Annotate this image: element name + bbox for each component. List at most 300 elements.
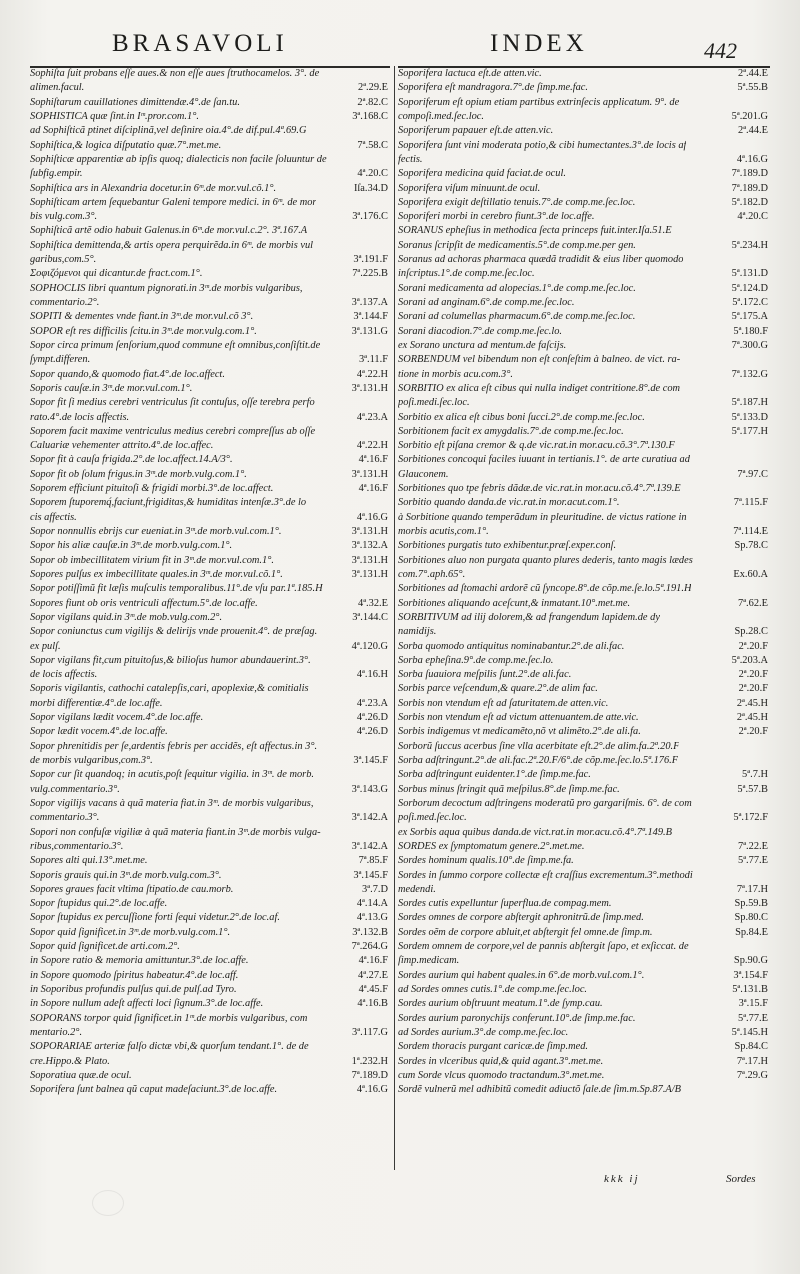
index-line: [398, 153, 768, 167]
index-line: [398, 854, 768, 868]
index-entry-reference: 5ª.131.D: [731, 268, 768, 280]
index-entry-text: Sopores pulſus ex imbecillitate quales.in 3ᵐ.de mor.vul.cõ.1°.: [30, 568, 283, 580]
index-entry-reference: 7ª.29.G: [736, 1069, 768, 1081]
index-entry-text: Sorani ad columellas pharmacum.6°.de comp.me.ſec.loc.: [398, 311, 636, 323]
index-line: [30, 797, 388, 811]
index-line: [30, 654, 388, 668]
index-entry-reference: 4ª.16.H: [356, 669, 388, 681]
index-entry-reference: 3ª.145.F: [353, 755, 388, 766]
index-entry-reference: 5ª.182.D: [731, 196, 768, 208]
index-entry-reference: 7ª.264.G: [351, 941, 388, 953]
index-entry-text: Sophiſticæ apparentiæ ab ipſis quoq; dialecticis non facile ſoluuntur de: [30, 153, 327, 165]
index-entry-text: in Sopore ratio & memoria amittuntur.3°.de loc.affe.: [30, 955, 249, 967]
index-entry-text: Sorbitio eſt piſana cremor & q.de vic.rat.in mor.acu.cõ.3°.7ª.130.F: [398, 440, 675, 452]
index-entry-text: Sorborum decoctum adſtringens moderatũ pro gargariſmis. 6°. de com: [398, 797, 692, 809]
index-line: [398, 1083, 768, 1097]
index-line: [398, 597, 768, 611]
index-line: [398, 411, 768, 425]
index-entry-reference: 7ª.58.C: [357, 139, 388, 151]
index-line: [398, 496, 768, 510]
index-entry-reference: 3ª.145.F: [353, 869, 388, 881]
index-entry-reference: Ex.60.A: [733, 568, 768, 580]
index-line: [30, 425, 388, 439]
index-entry-reference: 3ª.142.A: [351, 840, 388, 852]
index-entry-reference: 3ª.144.C: [352, 611, 388, 623]
index-entry-text: Soporifera medicina quid faciat.de ocul.: [398, 168, 566, 180]
index-entry-reference: 7ª.189.D: [351, 1069, 388, 1081]
index-entry-reference: 4ª.16.F: [358, 454, 388, 466]
index-line: [398, 740, 768, 754]
index-entry-text: Sopor quando,& quomodo fiat.4°.de loc.affect.: [30, 368, 225, 380]
index-line: [398, 768, 768, 782]
index-entry-text: Sordes omnes de corpore abſtergit aphronitrũ.de ſimp.med.: [398, 912, 644, 924]
running-head-left: BRASAVOLI: [112, 30, 288, 57]
index-line: [398, 625, 768, 639]
index-line: [30, 697, 388, 711]
index-entry-text: Sordes cutis expelluntur ſuperflua.de compag.mem.: [398, 898, 612, 910]
index-line: [30, 182, 388, 196]
index-entry-text: Soporem facit maxime ventriculus medius cerebri compreſſus ab oſſe: [30, 425, 316, 437]
index-line: [398, 468, 768, 482]
index-line: [30, 940, 388, 954]
index-entry-text: Sorani medicamenta ad alopecias.1°.de comp.me.ſec.loc.: [398, 282, 636, 294]
index-entry-reference: 5ª.124.D: [731, 282, 768, 294]
index-entry-text: inſcriptus.1°.de comp.me.ſec.loc.: [398, 268, 535, 280]
index-entry-text: Sordẽ vulnerũ mel adhibitũ comedit adiuctõ ſale.de ſim.m.Sp.87.A/B: [398, 1084, 681, 1096]
index-entry-reference: 3ª.131.H: [351, 382, 388, 394]
index-entry-text: in Soporibus profundis pulſus qui.de pulſ.ad Tyro.: [30, 984, 237, 995]
index-entry-reference: 7ª.115.F: [733, 497, 768, 509]
index-entry-text: Sopor coniunctus cum vigilijs & delirijs vnde prouenit.4°. de præſag.: [30, 626, 318, 638]
index-line: [30, 883, 388, 897]
index-entry-reference: 2ª.29.E: [358, 82, 388, 94]
index-line: [30, 396, 388, 410]
index-entry-text: Sorba adſtringunt.2°.de ali.fac.2ª.20.F/6°.de cõp.me.ſec.lo.5ª.176.F: [398, 755, 679, 766]
index-entry-reference: 3ª.132.A: [351, 540, 388, 552]
index-entry-text: morbi differentiæ.4°.de loc.affe.: [30, 697, 163, 709]
index-entry-text: Soporifera ſunt vini moderata potio,& cibi humectantes.3°.de locis af: [398, 139, 687, 151]
index-entry-reference: 2ª.20.F: [738, 683, 768, 695]
index-entry-text: Sorba ſuauiora meſpilis ſunt.2°.de ali.fac.: [398, 669, 572, 681]
index-entry-text: alimen.facul.: [30, 82, 85, 94]
index-entry-text: à Sorbitione quando temperãdum in pleuritudine. de victus ratione in: [398, 511, 687, 523]
index-entry-text: Sorbitio ex alica eſt cibus boni ſucci.2°.de comp.me.ſec.loc.: [398, 411, 645, 423]
index-entry-text: Sordes in ſummo corpore collectæ eſt craſſius excrementum.3°.methodi: [398, 869, 693, 881]
index-line: [30, 224, 388, 238]
index-line: [30, 768, 388, 782]
index-line: [398, 554, 768, 568]
index-entry-text: Sopor quid ſignificet.in 3ᵐ.de morb.vulg.com.1°.: [30, 926, 231, 938]
index-line: [30, 81, 388, 95]
index-line: [398, 439, 768, 453]
index-entry-text: Sorba quomodo antiquitus nominabantur.2°.de ali.fac.: [398, 640, 625, 652]
index-entry-text: Soporatiua quæ.de ocul.: [30, 1069, 132, 1081]
index-entry-text: SORDES ex ſymptomatum genere.2°.met.me.: [398, 840, 585, 852]
index-line: [30, 67, 388, 81]
index-entry-reference: 7ª.17.H: [736, 883, 768, 895]
index-entry-reference: 3ª.11.F: [358, 354, 388, 366]
index-entry-reference: Sp.28.C: [734, 626, 768, 638]
index-line: [30, 167, 388, 181]
index-entry-text: Σοφιζόμενοι qui dicantur.de fract.com.1°.: [30, 268, 203, 280]
index-line: [30, 969, 388, 983]
index-line: [30, 740, 388, 754]
index-line: [30, 554, 388, 568]
index-line: [398, 1055, 768, 1069]
index-line: [30, 368, 388, 382]
index-entry-reference: 3ª.131.H: [351, 468, 388, 480]
index-line: [398, 826, 768, 840]
index-entry-text: Sopor ſtupidus ex percuſſione forti ſequi videtur.2°.de loc.af.: [30, 912, 280, 924]
index-entry-reference: Sp.84.E: [735, 926, 768, 938]
index-entry-text: Sopori non confuſæ vigiliæ à quã materia fiant.in 3ᵐ.de morbis vulga-: [30, 826, 321, 838]
index-entry-text: ad Sordes aurium.3°.de comp.me.ſec.loc.: [398, 1026, 569, 1038]
index-line: [398, 1069, 768, 1083]
index-entry-text: Soporifera viſum minuunt.de ocul.: [398, 182, 541, 194]
index-entry-reference: 5ª.77.E: [738, 855, 768, 867]
index-line: [30, 582, 388, 596]
index-entry-text: Sopor his aliæ cauſæ.in 3ᵐ.de morb.vulg.com.1°.: [30, 540, 233, 552]
index-line: [30, 296, 388, 310]
index-entry-text: SOPITI & dementes vnde fiant.in 3ᵐ.de mor.vul.cõ 3°.: [30, 311, 254, 323]
index-entry-reference: 5ª.145.H: [731, 1026, 768, 1038]
index-entry-reference: 3ª.131.H: [351, 568, 388, 580]
index-line: [30, 325, 388, 339]
index-entry-text: Sophiſtica ars in Alexandria docetur.in 6ᵐ.de mor.vul.cõ.1°.: [30, 182, 277, 194]
index-line: [30, 124, 388, 138]
index-entry-text: mentario.2°.: [30, 1026, 83, 1038]
index-entry-text: medendi.: [398, 883, 436, 895]
index-line: [398, 511, 768, 525]
index-entry-reference: 5ª.201.G: [731, 110, 768, 122]
index-entry-text: Sopor fit ſi medius cerebri ventriculus ſit contuſus, oſſe terebra perfo: [30, 397, 315, 409]
index-entry-text: in Sopore nullum adeſt affecti loci ſignum.3°.de loc.affe.: [30, 998, 264, 1010]
index-line: [398, 668, 768, 682]
index-entry-text: Sopor ſtupidus qui.2°.de loc.affe.: [30, 898, 168, 910]
index-line: [398, 339, 768, 353]
index-entry-reference: 4ª.16.B: [357, 998, 388, 1010]
index-line: [398, 224, 768, 238]
index-entry-text: Sordes hominum qualis.10°.de ſimp.me.fa.: [398, 855, 574, 867]
index-entry-text: Soporis grauis qui.in 3ᵐ.de morb.vulg.com.3°.: [30, 869, 222, 881]
index-line: [398, 525, 768, 539]
index-entry-text: Sophiſticã artẽ odio habuit Galenus.in 6ᵐ.de mor.vul.c.2°. 3ª.167.A: [30, 225, 308, 237]
index-entry-reference: 2ª.45.H: [736, 697, 768, 709]
index-entry-text: poſi.med.ſec.loc.: [398, 812, 467, 824]
index-entry-text: Sopor vigilans quid.in 3ᵐ.de mob.vulg.com.2°.: [30, 611, 223, 623]
index-line: [398, 582, 768, 596]
index-line: [398, 840, 768, 854]
index-entry-reference: 2ª.82.C: [357, 96, 388, 108]
index-entry-text: ex Sorano unctura ad mentum.de faſcijs.: [398, 339, 567, 351]
index-entry-reference: 4ª.13.G: [356, 912, 388, 924]
index-entry-text: Soporis vigilantis, cathochi catalepſis,cari, apoplexiæ,& comitialis: [30, 683, 309, 695]
index-entry-text: de locis affectis.: [30, 669, 98, 681]
index-line: [398, 210, 768, 224]
index-line: [398, 797, 768, 811]
index-entry-text: Sopor ob imbecillitatem virium fit in 3ᵐ.de mor.vul.com.1°.: [30, 554, 274, 566]
index-entry-text: Sopor potiſſimũ fit læſis muſculis temporalibus.11°.de vſu par.1ª.185.H: [30, 583, 323, 595]
index-entry-reference: 3ª.176.C: [352, 211, 388, 223]
index-entry-text: SORBITIVUM ad ilij dolorem,& ad frangendum lapidem.de dy: [398, 611, 660, 623]
index-entry-text: morbis acutis,com.1°.: [398, 526, 489, 537]
index-line: [398, 239, 768, 253]
index-entry-text: Soporifera exigit deſtillatio tenuis.7°.de comp.me.ſec.loc.: [398, 196, 636, 208]
index-entry-reference: 5ª.203.A: [731, 654, 768, 666]
index-entry-text: Sorbitiones quo tpe febris dãdæ.de vic.rat.in mor.acu.cõ.4°.7ª.139.E: [398, 483, 681, 495]
index-line: [398, 1040, 768, 1054]
index-entry-text: Sopor lædit vocem.4°.de loc.affe.: [30, 726, 168, 738]
index-line: [30, 1069, 388, 1083]
index-entry-reference: 7ª.97.C: [737, 468, 768, 480]
index-line: [398, 1012, 768, 1026]
index-line: [398, 81, 768, 95]
index-line: [30, 1083, 388, 1097]
index-line: [30, 811, 388, 825]
index-line: [398, 969, 768, 983]
index-entry-text: Soranus ad achoras pharmaca quædã tradidit & eius liber quomodo: [398, 254, 684, 266]
index-line: [398, 296, 768, 310]
index-line: [398, 897, 768, 911]
index-entry-text: ad Sophiſticã ptinet diſciplinã,vel deſinire oia.4°.de dif.pul.4ª.69.G: [30, 125, 307, 137]
signature-mark: kkk ij: [604, 1173, 640, 1185]
index-line: [398, 310, 768, 324]
index-line: [398, 267, 768, 281]
index-line: [30, 754, 388, 768]
index-entry-reference: 4ª.16.G: [736, 153, 768, 165]
index-line: [30, 210, 388, 224]
index-entry-reference: 5ª.187.H: [731, 397, 768, 409]
index-entry-text: Sorani ad anginam.6°.de comp.me.ſec.loc.: [398, 297, 575, 308]
index-entry-text: Sorbitiones ad ſtomachi ardorẽ cũ ſyncope.8°.de cõp.me.ſe.lo.5ª.191.H: [398, 583, 692, 595]
index-entry-reference: 7ª.189.D: [731, 168, 768, 180]
index-entry-reference: 4ª.22.H: [356, 368, 388, 380]
index-entry-text: Sorbitiones concoqui faciles iuuant in tertianis.1°. de arte curatiua ad: [398, 454, 690, 466]
index-entry-reference: 2ª.45.H: [736, 712, 768, 724]
index-entry-reference: 7ª.22.E: [738, 840, 768, 852]
index-line: [30, 1026, 388, 1040]
index-entry-text: Sopor vigilijs vacans à quã materia fiat.in 3ᵐ. de morbis vulgaribus,: [30, 797, 314, 809]
index-entry-reference: 4ª.22.H: [356, 440, 388, 452]
index-entry-reference: 2ª.20.F: [738, 640, 768, 652]
index-line: [30, 897, 388, 911]
index-entry-text: Sordes in vlceribus quid,& quid agant.3°.met.me.: [398, 1055, 604, 1067]
index-entry-text: Sopor vigilans lædit vocem.4°.de loc.affe.: [30, 712, 204, 724]
index-entry-reference: 4ª.26.D: [356, 726, 388, 738]
index-entry-reference: 7ª.225.B: [352, 268, 388, 280]
index-line: [30, 411, 388, 425]
index-entry-reference: Iſa.34.D: [353, 182, 388, 194]
index-line: [398, 282, 768, 296]
index-entry-reference: 3ª.132.B: [352, 926, 388, 938]
index-entry-text: Sorbis non vtendum eſt ad victum attenuantem.de atte.vic.: [398, 712, 639, 724]
index-entry-reference: 2ª.44.E: [738, 125, 768, 137]
index-entry-text: Soporis cauſæ.in 3ᵐ.de mor.vul.com.1°.: [30, 382, 193, 394]
running-head-right: INDEX: [490, 30, 588, 57]
index-line: [398, 124, 768, 138]
index-entry-reference: 3ª.144.F: [353, 311, 388, 323]
index-entry-reference: 4ª.16.G: [356, 511, 388, 523]
index-line: [398, 1026, 768, 1040]
index-line: [30, 682, 388, 696]
index-line: [30, 1055, 388, 1069]
index-entry-reference: 2ª.20.F: [738, 669, 768, 681]
index-entry-text: ex Sorbis aqua quibus danda.de vict.rat.in mor.acu.cõ.4°.7ª.149.B: [398, 826, 672, 838]
index-line: [398, 139, 768, 153]
index-entry-reference: 4ª.120.G: [351, 640, 388, 652]
index-entry-reference: Sp.78.C: [734, 540, 768, 552]
index-line: [398, 67, 768, 81]
index-line: [30, 1012, 388, 1026]
index-line: [30, 239, 388, 253]
index-line: [398, 940, 768, 954]
index-entry-text: cum Sorde vlcus quomodo tractandum.3°.met.me.: [398, 1069, 605, 1081]
index-entry-text: fectis.: [398, 153, 423, 165]
index-line: [30, 783, 388, 797]
index-line: [30, 339, 388, 353]
index-entry-text: Glauconem.: [398, 468, 449, 480]
index-line: [30, 267, 388, 281]
index-line: [30, 983, 388, 997]
index-line: [398, 353, 768, 367]
index-entry-reference: Sp.59.B: [734, 898, 768, 910]
column-divider: [394, 66, 395, 1170]
index-line: [30, 826, 388, 840]
index-line: [30, 139, 388, 153]
index-line: [30, 997, 388, 1011]
index-entry-reference: 7ª.300.G: [731, 339, 768, 351]
index-entry-text: Sordem omnem de corpore,vel de pannis abſtergit ſapo, et exſiccat. de: [398, 941, 689, 953]
index-entry-reference: 5ª.172.F: [733, 812, 768, 824]
index-entry-text: SOPORANS torpor quid ſignificet.in 1ᵐ.de morbis vulgaribus, com: [30, 1012, 308, 1024]
index-line: [398, 568, 768, 582]
index-entry-reference: 4ª.23.A: [356, 411, 388, 423]
index-entry-text: Soporiferum eſt opium etiam partibus extrinſecis applicatum. 9°. de: [398, 96, 680, 108]
index-entry-reference: 2ª.20.F: [738, 726, 768, 738]
index-entry-reference: 2ª.44.E: [738, 68, 768, 79]
index-entry-text: ſympt.differen.: [30, 354, 91, 366]
index-entry-text: Sorbitiones aliquando aceſcunt,& inmatant.10°.met.me.: [398, 597, 631, 609]
index-entry-text: Sophiſticam artem ſequebantur Galeni tempore medici. in 6ᵐ. de mor: [30, 196, 317, 208]
index-entry-text: commentario.2°.: [30, 297, 100, 308]
index-entry-text: Sordes aurium paronychijs conferunt.10°.de ſimp.me.fac.: [398, 1012, 636, 1024]
index-line: [30, 96, 388, 110]
index-entry-text: Sopor cur ſit quandoq; in acutis,poſt ſequitur vigilia. in 3ᵐ. de morb.: [30, 769, 315, 781]
index-line: [30, 926, 388, 940]
index-line: [30, 711, 388, 725]
index-entry-reference: 3ª.117.G: [352, 1026, 388, 1038]
index-entry-text: Soporifera lactuca eſt.de atten.vic.: [398, 68, 542, 79]
index-line: [30, 511, 388, 525]
index-line: [398, 425, 768, 439]
index-entry-text: com.7°.aph.65°.: [398, 568, 466, 580]
index-line: [30, 640, 388, 654]
index-entry-text: Sordes oẽm de corpore abluit,et abſtergit fel omne.de ſimp.m.: [398, 926, 653, 938]
index-entry-text: Sorborũ ſuccus acerbus ſine vlla acerbitate eſt.2°.de alim.fa.2ª.20.F: [398, 740, 680, 752]
index-line: [30, 253, 388, 267]
index-line: [398, 783, 768, 797]
index-entry-reference: 3ª.7.D: [362, 883, 388, 895]
index-entry-reference: 7ª.17.H: [736, 1055, 768, 1067]
index-line: [30, 282, 388, 296]
index-line: [30, 468, 388, 482]
index-entry-text: Sopor vigilans fit,cum pituitoſus,& bilioſus humor abundauerint.3°.: [30, 654, 311, 666]
index-entry-reference: 7ª.62.E: [738, 597, 768, 609]
index-line: [30, 954, 388, 968]
index-line: [30, 525, 388, 539]
index-entry-text: Sorbus minus ſtringit quã meſpilus.8°.de ſimp.me.fac.: [398, 783, 620, 795]
index-entry-text: vulg.commentario.3°.: [30, 783, 120, 795]
index-line: [398, 926, 768, 940]
index-entry-reference: 3ª.168.C: [352, 110, 388, 122]
index-entry-reference: 7ª.132.G: [731, 368, 768, 380]
index-line: [30, 1040, 388, 1054]
index-entry-reference: 5ª.234.H: [731, 239, 768, 251]
index-entry-text: Soporem efficiunt pituitoſi & frigidi morbi.3°.de loc.affect.: [30, 483, 274, 495]
index-entry-text: Sopores graues facit vltima ſtipatio.de cau.morb.: [30, 883, 234, 895]
index-entry-text: garibus,com.5°.: [30, 254, 97, 266]
index-entry-text: Sorba epheſina.9°.de comp.me.ſec.lo.: [398, 654, 554, 666]
index-line: [30, 196, 388, 210]
index-entry-reference: Sp.80.C: [734, 912, 768, 924]
index-entry-text: cre.Hippo.& Plato.: [30, 1055, 110, 1067]
index-line: [30, 539, 388, 553]
index-line: [30, 110, 388, 124]
index-entry-text: Sopor fit à cauſa frigida.2°.de loc.affect.14.A/3°.: [30, 454, 233, 466]
index-entry-text: Sophiſtica,& logica diſputatio quæ.7°.met.me.: [30, 139, 222, 151]
index-entry-reference: 5ª.175.A: [731, 311, 768, 323]
index-entry-reference: 3ª.15.F: [738, 998, 768, 1010]
index-entry-reference: 5ª.131.B: [732, 984, 768, 995]
index-entry-text: compoſi.med.ſec.loc.: [398, 110, 484, 122]
index-line: [398, 997, 768, 1011]
index-entry-reference: Sp.84.C: [734, 1041, 768, 1053]
index-line: [398, 911, 768, 925]
index-entry-reference: 5ª.77.E: [738, 1012, 768, 1024]
index-entry-text: SORBITIO ex alica eſt cibus qui nulla indiget contritione.8°.de com: [398, 382, 681, 394]
index-entry-reference: 4ª.23.A: [356, 697, 388, 709]
index-line: [398, 182, 768, 196]
index-entry-reference: Sp.90.G: [733, 955, 768, 967]
index-entry-text: Soporifera ſunt balnea qũ caput madeſaciunt.3°.de loc.affe.: [30, 1084, 278, 1096]
index-column-right: [398, 67, 768, 1098]
index-entry-reference: 5ª.133.D: [731, 411, 768, 423]
index-entry-text: Sophiſtica demittenda,& artis opera perquirẽda.in 6ᵐ. de morbis vul: [30, 239, 314, 251]
index-line: [398, 196, 768, 210]
index-entry-text: Soporiferum papauer eſt.de atten.vic.: [398, 125, 554, 137]
index-line: [30, 153, 388, 167]
index-entry-text: Sorba adſtringunt euidenter.1°.de ſimp.me.fac.: [398, 769, 591, 781]
index-entry-text: in Sopore quomodo ſpiritus habeatur.4°.de loc.aff.: [30, 969, 239, 981]
index-entry-reference: 7ª.85.F: [358, 855, 388, 867]
index-line: [30, 310, 388, 324]
index-entry-reference: 3ª.131.G: [351, 325, 388, 337]
index-entry-text: Sopor quid ſignificet.de arti.com.2°.: [30, 941, 180, 953]
index-entry-reference: 5ª.7.H: [742, 769, 768, 781]
index-line: [398, 869, 768, 883]
index-entry-reference: 3ª.131.H: [351, 554, 388, 566]
index-line: [398, 167, 768, 181]
index-line: [30, 382, 388, 396]
index-line: [398, 539, 768, 553]
index-entry-text: Soporem ſtuporemq́,faciunt,frigiditas,& humiditas intenſæ.3°.de lo: [30, 497, 307, 509]
index-entry-text: Sorbitiones aluo non purgata quanto plures dederis, tanto magis lædes: [398, 554, 693, 566]
index-entry-reference: 7ª.114.E: [733, 526, 768, 537]
index-entry-reference: 4ª.16.G: [356, 1084, 388, 1096]
index-entry-reference: 5ª.55.B: [737, 82, 768, 94]
index-entry-text: Sopores fiunt ob oris ventriculi affectum.5°.de loc.affe.: [30, 597, 258, 609]
page-number: 442: [704, 38, 737, 63]
